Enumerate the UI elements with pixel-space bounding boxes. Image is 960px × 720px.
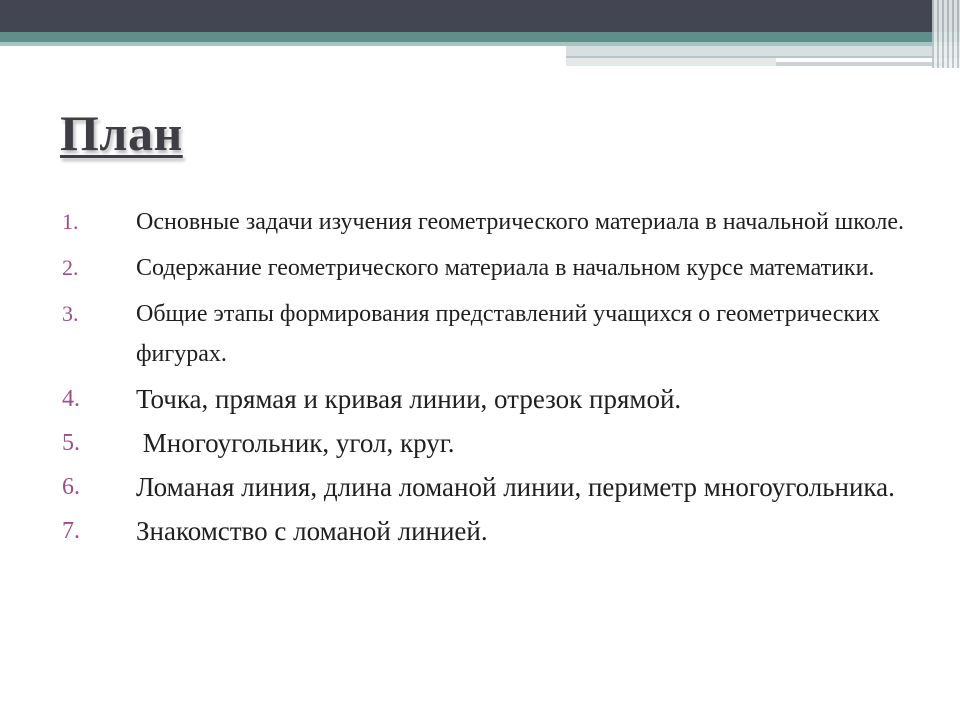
header-step-band-right xyxy=(776,62,946,66)
plan-item-number: 3. xyxy=(62,301,79,326)
plan-item-number: 7. xyxy=(62,518,80,544)
plan-item xyxy=(62,294,922,374)
plan-item-number: 5. xyxy=(62,430,80,456)
plan-item xyxy=(62,202,922,242)
plan-item xyxy=(62,468,922,506)
header-step-band-lower xyxy=(566,58,776,66)
header-right-stripes xyxy=(932,0,960,68)
plan-list xyxy=(62,202,922,556)
plan-item-text: Точка, прямая и кривая линии, отрезок прямой. xyxy=(136,384,682,414)
plan-item xyxy=(62,380,922,418)
slide-title: План xyxy=(60,105,183,161)
plan-item-number: 6. xyxy=(62,474,80,500)
header-step-band xyxy=(566,46,960,56)
plan-item-number: 2. xyxy=(62,255,79,280)
plan-item-text: Содержание геометрического материала в начальном курсе математики. xyxy=(136,255,875,281)
header-teal-band xyxy=(0,32,960,42)
plan-item xyxy=(62,424,922,462)
plan-item xyxy=(62,248,922,288)
plan-item xyxy=(62,512,922,550)
plan-item-text: Основные задачи изучения геометрического материала в начальной школе. xyxy=(136,209,905,235)
header-dark-band xyxy=(0,0,960,32)
plan-item-text: Ломаная линия, длина ломаной линии, периметр многоугольника. xyxy=(136,472,895,502)
plan-item-number: 4. xyxy=(62,386,80,412)
plan-item-text: Многоугольник, угол, круг. xyxy=(136,428,455,458)
plan-item-text: Знакомство с ломаной линией. xyxy=(136,516,488,546)
plan-item-text: Общие этапы формирования представлений учащихся о геометрических фигурах. xyxy=(136,301,886,367)
plan-item-number: 1. xyxy=(62,209,79,234)
